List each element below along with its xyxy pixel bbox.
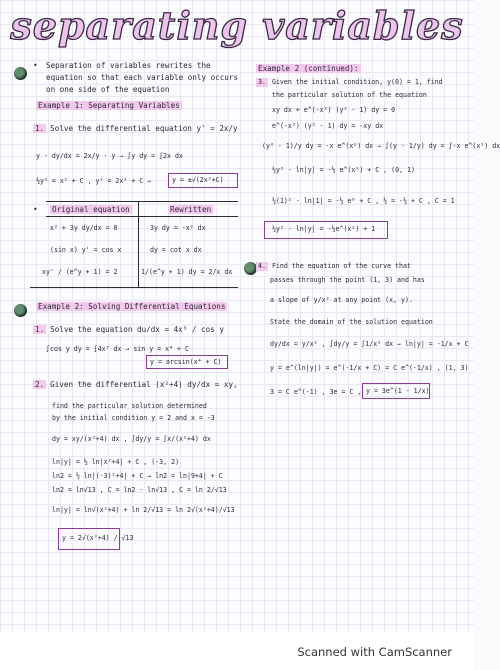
table-row-2-orig: (sin x) y' = cos x <box>50 246 122 254</box>
scan-watermark: Scanned with CamScanner <box>297 645 452 659</box>
intro-line-2: equation so that each variable only occurs <box>46 73 239 82</box>
ex2-2-line-1: find the particular solution determined <box>52 402 207 410</box>
ex2-2-prompt-text: Given the differential (x²+4) dy/dx = xy, <box>50 380 238 389</box>
table-col1-header: Original equation <box>52 205 130 214</box>
ex2-3-prompt-text: Given the initial condition, y(0) = 1, find <box>271 78 443 86</box>
intro-line-1: Separation of variables rewrites the <box>46 61 211 70</box>
ex1-1-prompt <box>33 124 238 133</box>
left-bullet-icon-1 <box>14 67 27 80</box>
ex2-3-line-3: e^(-x²) (y² - 1) dy = -xy dx <box>272 122 384 130</box>
ex2-2-line-5: ln2 = ½ ln|(-3)²+4| + C → ln2 = ln|9+4| + C <box>52 472 223 480</box>
ex2-3-line-6: ½(1)² - ln|1| = -½ e⁰ + C , ½ = -½ + C , C = 1 <box>272 197 455 205</box>
table-col2-header: Rewritten <box>170 205 212 214</box>
ex2-2-line-7: ln|y| = ln√(x²+4) + ln 2/√13 = ln 2√(x²+4)/√13 <box>52 506 235 514</box>
ex2-4-line-1-text: Find the equation of the curve that <box>271 262 411 270</box>
ex2-3-answer: ½y² - ln|y| = -½e^(x²) + 1 <box>272 225 376 233</box>
ex2-4-line-4: State the domain of the solution equation <box>270 318 433 326</box>
intro-bullet-dot: • <box>33 61 38 70</box>
ex2-3-line-2: xy dx + e^(-x²) (y² - 1) dy = 0 <box>272 106 396 114</box>
left-bullet-icon-2 <box>14 304 27 317</box>
ex2-2-answer: y = 2√(x²+4) / √13 <box>62 534 134 542</box>
ex2-4-line-5: dy/dx = y/x² , ∫dy/y = ∫1/x² dx → ln|y| = -1/x + C <box>270 340 469 348</box>
ex2-4-answer: y = 3e^(1 - 1/x) <box>366 387 430 395</box>
table-row-3-rew: 1/(e^y + 1) dy = 2/x dx <box>141 268 233 276</box>
ex2-2-line-4: ln|y| = ½ ln|x²+4| + C , (-3, 2) <box>52 458 180 466</box>
ex2-3-prompt <box>256 78 443 87</box>
table-top-rule <box>46 201 238 202</box>
ex1-header: Example 1: Separating Variables <box>38 101 180 110</box>
ex2-3-line-1: the particular solution of the equation <box>272 91 427 99</box>
ex2-1-prompt-text: Solve the equation du/dx = 4x³ / cos y <box>50 325 224 334</box>
table-row-2-rew: dy = cot x dx <box>150 246 202 254</box>
table-row-1-rew: 3y dy = -x² dx <box>150 224 206 232</box>
ex1-1-answer: y = ±√(2x²+C) <box>172 176 224 184</box>
ex1-1-prompt-text: Solve the differential equation y' = 2x/y <box>50 124 238 133</box>
ex2-4-line-7: 3 = C e^(-1) , 3e = C , <box>270 388 362 396</box>
ex2-header: Example 2: Solving Differential Equations <box>38 302 226 311</box>
table-bullet-dot: • <box>33 205 38 214</box>
ex2-3-num: 3. <box>258 78 266 86</box>
table-header-rule <box>46 216 238 217</box>
ex2-2-line-6: ln2 = ln√13 , C = ln2 - ln√13 , C = ln 2/√13 <box>52 486 227 494</box>
ex2-1-step-1: ∫cos y dy = ∫4x³ dx → sin y = x⁴ + C <box>46 345 189 353</box>
ex2-2-num: 2. <box>35 380 45 389</box>
ex2-1-num: 1. <box>35 325 45 334</box>
ex2-4-line-3: a slope of y/x² at any point (x, y). <box>270 296 413 304</box>
table-bottom-rule <box>30 287 238 288</box>
page-title: separating variables <box>10 3 464 48</box>
intro-line-3: on one side of the equation <box>46 85 170 94</box>
table-row-1-orig: x² + 3y dy/dx = 0 <box>50 224 118 232</box>
ex2-3-line-4: (y² - 1)/y dy = -x e^(x²) dx → ∫(y - 1/y) dy = ∫-x e^(x²) dx <box>262 142 500 150</box>
ex2-4-line-2: passes through the point (1, 3) and has <box>270 276 425 284</box>
ex2-2-line-2: by the initial condition y = 2 and x = -3 <box>52 414 215 422</box>
ex2-1-prompt <box>33 325 224 334</box>
ex2-cont-header: Example 2 (continued): <box>258 64 359 73</box>
ex2-4-line-6: y = e^(ln|y|) = e^(-1/x + C) = C e^(-1/x) , (1, 3) <box>270 364 469 372</box>
ex2-3-line-5: ½y² - ln|y| = -½ e^(x²) + C , (0, 1) <box>272 166 415 174</box>
table-row-3-orig: xy' / (e^y + 1) = 2 <box>42 268 118 276</box>
ex2-4-line-1 <box>256 262 411 271</box>
table-divider <box>138 201 139 287</box>
ex1-1-step-2: ½y² = x² + C , y² = 2x² + C → <box>36 177 152 185</box>
ex2-4-num: 4. <box>258 262 266 270</box>
ex2-2-line-3: dy = xy/(x²+4) dx , ∫dy/y = ∫x/(x²+4) dx <box>52 435 211 443</box>
ex1-1-step-1: y · dy/dx = 2x/y · y → ∫y dy = ∫2x dx <box>36 152 183 160</box>
ex2-1-answer: y = arcsin(x⁴ + C) <box>150 358 222 366</box>
ex1-1-num: 1. <box>35 124 45 133</box>
ex2-2-prompt <box>33 380 238 389</box>
